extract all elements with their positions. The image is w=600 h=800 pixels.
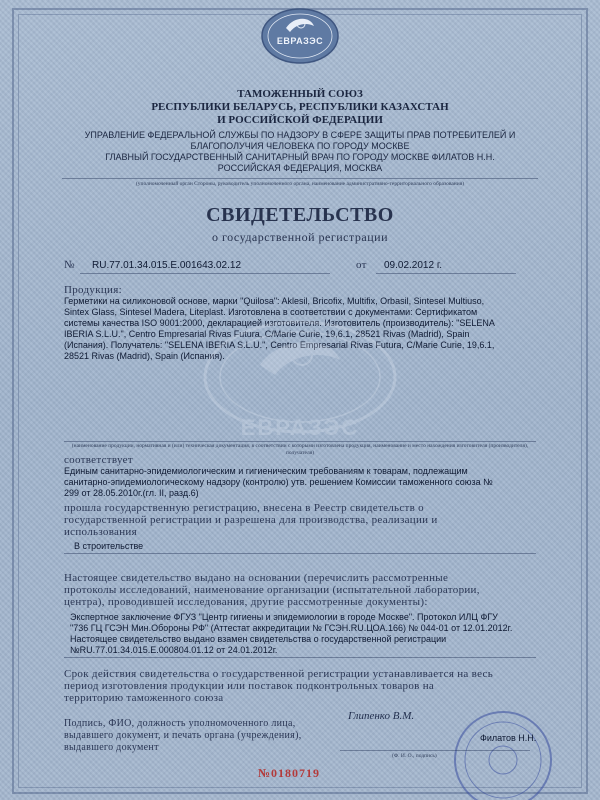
product-note: (наименование продукции, нормативная и (или) техническая документация, в соответствии с которыми изготовлена продукция, наименование и место нахождения изготовителя (производителя), получателя) xyxy=(71,443,529,456)
watermark-emblem xyxy=(200,315,400,455)
authority-note: (уполномоченный орган Стороны, руководитель уполномоченного органа, наименование административно-территориального образования) xyxy=(135,181,465,187)
validity-line-3: территорию таможенного союза xyxy=(64,692,224,704)
authority-line-1: УПРАВЛЕНИЕ ФЕДЕРАЛЬНОЙ СЛУЖБЫ ПО НАДЗОРУ В СФЕРЕ ЗАЩИТЫ ПРАВ ПОТРЕБИТЕЛЕЙ И xyxy=(84,130,516,140)
product-line-3: системы качества ISO 9001:2000, декларацией изготовителя. Изготовитель (производитель): "SELENA xyxy=(64,318,495,328)
registry-line-3: использования xyxy=(64,526,137,538)
header-line-1: ТАМОЖЕННЫЙ СОЮЗ xyxy=(237,88,363,100)
basis-detail-1: Экспертное заключение ФГУЗ "Центр гигиены и эпидемиологии в городе Москве". Протокол ИЛЦ ФГУ xyxy=(70,612,498,622)
basis-detail-2: "736 ГЦ ГСЭН Мин.Обороны РФ" (Аттестат аккредитации № ГСЭН.RU.ЦОА.166) № 044-01 от 12.01.2012г. xyxy=(70,623,513,633)
authority-rule xyxy=(62,178,538,179)
header-line-2: РЕСПУБЛИКИ БЕЛАРУСЬ, РЕСПУБЛИКИ КАЗАХСТАН xyxy=(151,101,449,113)
signature-label-2: выдавшего документ, и печать органа (учреждения), xyxy=(64,730,302,741)
basis-line-3: центра), проводившей исследования, другие рассмотренные документы): xyxy=(64,596,428,608)
authority-line-4: РОССИЙСКАЯ ФЕДЕРАЦИЯ, МОСКВА xyxy=(217,163,383,173)
product-line-5: (Испания). Получатель: "SELENA IBERIA S.L.U.", Centro Empresarial Rivas Futura, C/Marie Curie, 19,6.1, xyxy=(64,340,495,350)
product-line-2: Sintex Glass, Sintesel Madera, Liteplast. Изготовлена в соответствии с документами: Сертификатом xyxy=(64,307,478,317)
watermark-label: ЕВРАЗЭС xyxy=(240,415,360,440)
registration-date: 09.02.2012 г. xyxy=(384,260,443,271)
product-rule xyxy=(64,441,536,442)
header-line-3: И РОССИЙСКОЙ ФЕДЕРАЦИИ xyxy=(217,114,383,126)
registry-rule xyxy=(64,553,536,554)
validity-line-2: период изготовления продукции или поставок подконтрольных товаров на xyxy=(64,680,435,692)
eurasec-emblem-icon xyxy=(260,6,340,64)
handwritten-signature: Глипенко В.М. xyxy=(348,710,415,722)
authority-line-2: БЛАГОПОЛУЧИЯ ЧЕЛОВЕКА ПО ГОРОДУ МОСКВЕ xyxy=(190,141,410,151)
registration-date-label: от xyxy=(356,259,367,271)
product-line-6: 28521 Rivas (Madrid), Spain (Испания). xyxy=(64,351,225,361)
signature-rule xyxy=(340,750,530,751)
serial-number: №0180719 xyxy=(258,766,321,780)
signature-label-1: Подпись, ФИО, должность уполномоченного лица, xyxy=(64,718,296,729)
fio-note: (Ф. И. О., подпись) xyxy=(392,753,437,759)
product-line-4: IBERIA S.L.U.", Centro Empresarial Rivas Futura, C/Marie Curie, 19,6.1, 28521 Rivas (Madrid), Spain xyxy=(64,329,470,339)
basis-detail-4: №RU.77.01.34.015.Е.000804.01.12 от 24.01.2012г. xyxy=(70,645,278,655)
registration-number-rule xyxy=(80,273,330,274)
compliance-line-2: санитарно-эпидемиологическому надзору (контролю) утв. решением Комиссии таможенного союза № xyxy=(64,477,493,487)
compliance-line-1: Единым санитарно-эпидемиологическим и гигиеническим требованиям к товарам, подлежащим xyxy=(64,466,468,476)
basis-line-1: Настоящее свидетельство выдано на основании (перечислить рассмотренные xyxy=(64,572,449,584)
validity-line-1: Срок действия свидетельства о государственной регистрации устанавливается на весь xyxy=(64,668,494,680)
document-subtitle: о государственной регистрации xyxy=(211,230,388,244)
registry-line-1: прошла государственную регистрацию, внесена в Реестр свидетельств о xyxy=(64,502,424,514)
registry-line-2: государственной регистрации и разрешена для производства, реализации и xyxy=(64,514,438,526)
compliance-label: соответствует xyxy=(64,454,133,466)
registry-usage: В строительстве xyxy=(74,541,144,551)
signatory-name: Филатов Н.Н. xyxy=(480,733,537,743)
basis-detail-3: Настоящее свидетельство выдано взамен свидетельства о государственной регистрации xyxy=(70,634,447,644)
compliance-line-3: 299 от 28.05.2010г.(гл. II, разд.6) xyxy=(64,488,199,498)
emblem-label: ЕВРАЗЭС xyxy=(276,36,324,46)
official-stamp xyxy=(448,705,558,800)
document-title: СВИДЕТЕЛЬСТВО xyxy=(206,204,394,226)
authority-line-3: ГЛАВНЫЙ ГОСУДАРСТВЕННЫЙ САНИТАРНЫЙ ВРАЧ ПО ГОРОДУ МОСКВЕ ФИЛАТОВ Н.Н. xyxy=(105,152,495,162)
registration-number: RU.77.01.34.015.Е.001643.02.12 xyxy=(92,260,242,271)
product-line-1: Герметики на силиконовой основе, марки "Quilosa": Aklesil, Bricofix, Multifix, Orbasil, Sintesel Multiuso, xyxy=(64,296,485,306)
basis-line-2: протоколы исследований, наименование организации (испытательной лаборатории, xyxy=(64,584,480,596)
registration-no-label: № xyxy=(64,259,75,271)
signature-label-3: выдавшего документ xyxy=(64,742,159,753)
registration-date-rule xyxy=(376,273,516,274)
eurasec-emblem xyxy=(260,6,340,64)
basis-rule xyxy=(64,657,536,658)
product-label: Продукция: xyxy=(64,284,122,296)
official-stamp-icon xyxy=(448,705,558,800)
